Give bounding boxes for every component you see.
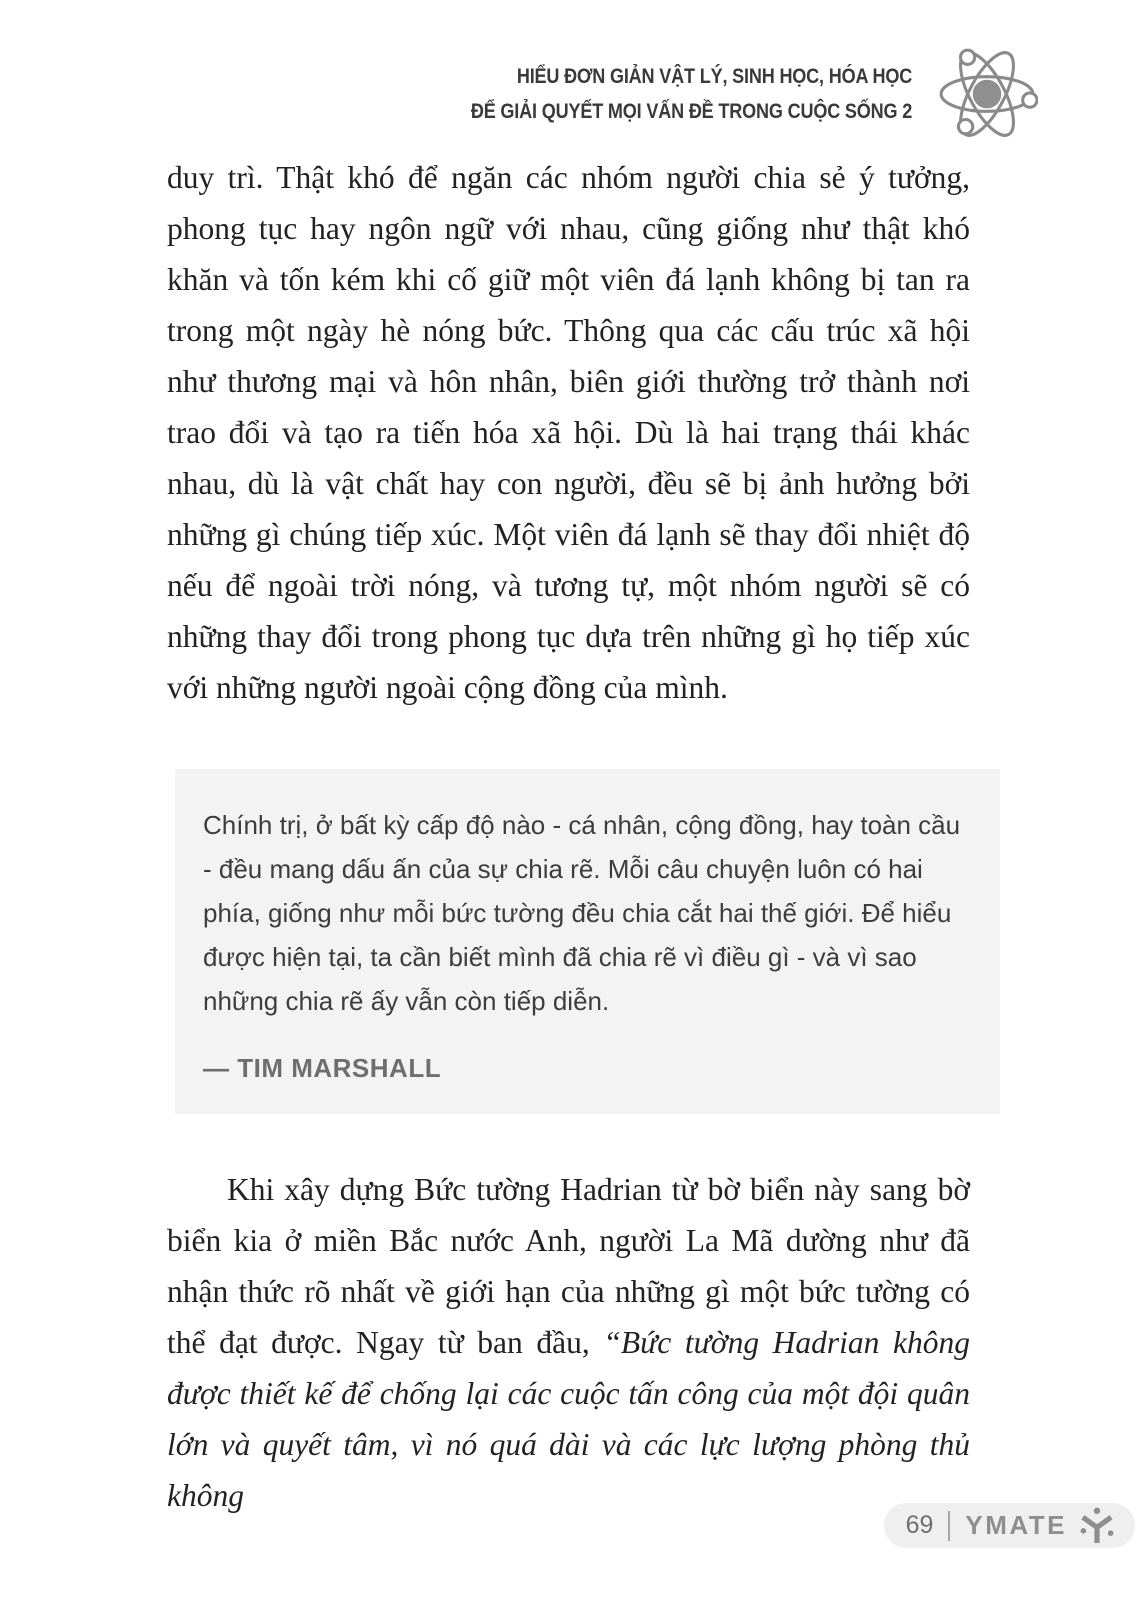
running-head-line-1: HIỂU ĐƠN GIẢN VẬT LÝ, SINH HỌC, HÓA HỌC [516,65,912,88]
pull-quote-box [175,769,1000,1114]
running-head-line-2: ĐỂ GIẢI QUYẾT MỌI VẤN ĐỀ TRONG CUỘC SỐNG 2 [470,100,912,123]
page-body [167,152,970,1521]
paragraph-2-normal: Khi xây dựng Bức tường Hadrian từ bờ biển này sang bờ biển kia ở miền Bắc nước Anh, người La Mã dường như đã nhận thức rõ nhất về giới hạn của những gì một bức tường có thể đạt được. Ngay từ ban đầu, [167,1172,970,1360]
footer-divider [948,1511,950,1541]
paragraph-1: duy trì. Thật khó để ngăn các nhóm người chia sẻ ý tưởng, phong tục hay ngôn ngữ với nhau, cũng giống như thật khó khăn và tốn kém khi cố giữ một viên đá lạnh không bị tan ra trong một ngày hè nóng bức. Thông qua các cấu trúc xã hội như thương mại và hôn nhân, biên giới thường trở thành nơi trao đổi và tạo ra tiến hóa xã hội. Dù là hai trạng thái khác nhau, dù là vật chất hay con người, đều sẽ bị ảnh hưởng bởi những gì chúng tiếp xúc. Một viên đá lạnh sẽ thay đổi nhiệt độ nếu để ngoài trời nóng, và tương tự, một nhóm người sẽ có những thay đổi trong phong tục dựa trên những gì họ tiếp xúc với những người ngoài cộng đồng của mình. [167,160,970,705]
paragraph-2-italic-quote: “Bức tường Hadrian không được thiết kế để chống lại các cuộc tấn công của một đội quân lớn và quyết tâm, vì nó quá dài và các lực lượng phòng thủ không [167,1325,971,1513]
page-footer-pill [884,1503,1135,1548]
quote-attribution: — TIM MARSHALL [203,1053,442,1083]
brand-name: YMATE [965,1510,1067,1540]
page-header [0,36,1038,152]
atom-icon [936,36,1038,152]
ymate-logo-icon [1077,1506,1117,1546]
page-number: 69 [905,1511,934,1539]
quote-text: Chính trị, ở bất kỳ cấp độ nào - cá nhân, cộng đồng, hay toàn cầu - đều mang dấu ấn của sự chia rẽ. Mỗi câu chuyện luôn có hai phía, giống như mỗi bức tường đều chia cắt hai thế giới. Để hiểu được hiện tại, ta cần biết mình đã chia rẽ vì điều gì - và vì sao những chia rẽ ấy vẫn còn tiếp diễn. [203,810,961,1016]
paragraph-2 [167,1164,970,1521]
running-head [471,59,912,129]
